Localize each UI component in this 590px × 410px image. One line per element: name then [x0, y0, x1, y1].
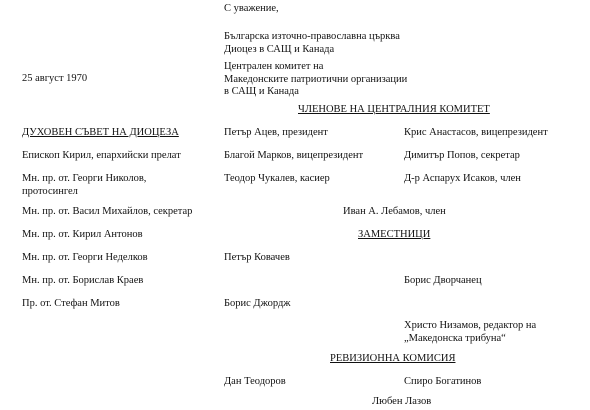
deputies-heading: ЗАМЕСТНИЦИ	[358, 229, 431, 240]
signatory-committee-line3: в САЩ и Канада	[224, 86, 299, 98]
deputy-member	[404, 320, 536, 345]
signatory-church	[224, 31, 400, 56]
committee-heading: ЧЛЕНОВЕ НА ЦЕНТРАЛНИЯ КОМИТЕТ	[298, 104, 490, 115]
committee-member: Благой Марков, вицепрезидент	[224, 150, 364, 161]
signatory-committee-line1: Централен комитет на	[224, 61, 324, 72]
signatory-church-line2: Диоцез в САЩ и Канада	[224, 43, 335, 55]
committee-member-center: Иван А. Лебамов, член	[343, 206, 446, 217]
audit-member: Спиро Богатинов	[404, 376, 482, 387]
council-member: Пр. от. Стефан Митов	[22, 298, 120, 309]
council-member: Мн. пр. от. Борислав Краев	[22, 275, 144, 286]
council-member-line2: протосингел	[22, 185, 78, 197]
deputy-member: Борис Дворчанец	[404, 275, 482, 286]
deputy-member-line1: Христо Низамов, редактор на	[404, 320, 537, 331]
committee-member: Димитър Попов, секретар	[404, 150, 520, 161]
audit-member-center: Любен Лазов	[372, 396, 432, 407]
committee-member: Петър Ацев, президент	[224, 127, 328, 138]
committee-member: Крис Анастасов, вицепрезидент	[404, 127, 548, 138]
signatory-committee	[224, 61, 407, 99]
committee-member: Теодор Чукалев, касиер	[224, 173, 330, 184]
council-member	[22, 173, 146, 198]
council-member: Мн. пр. от. Васил Михайлов, секретар	[22, 206, 193, 217]
audit-member: Дан Теодоров	[224, 376, 286, 387]
deputy-member: Борис Джордж	[224, 298, 291, 309]
audit-heading: РЕВИЗИОННА КОМИСИЯ	[330, 353, 456, 364]
council-heading: ДУХОВЕН СЪВЕТ НА ДИОЦЕЗА	[22, 127, 179, 138]
deputy-member-line2: „Македонска трибуна“	[404, 332, 506, 344]
letter-date: 25 август 1970	[22, 73, 88, 84]
deputy-member: Петър Ковачев	[224, 252, 290, 263]
council-member: Епископ Кирил, епархийски прелат	[22, 150, 181, 161]
committee-member: Д-р Аспарух Исаков, член	[404, 173, 521, 184]
signatory-church-line1: Българска източно-православна църква	[224, 31, 400, 42]
council-member: Мн. пр. от. Георги Неделков	[22, 252, 148, 263]
council-member: Мн. пр. от. Кирил Антонов	[22, 229, 143, 240]
council-member-line1: Мн. пр. от. Георги Николов,	[22, 173, 147, 184]
salutation: С уважение,	[224, 3, 279, 14]
signatory-committee-line2: Македонските патриотични организации	[224, 73, 408, 85]
